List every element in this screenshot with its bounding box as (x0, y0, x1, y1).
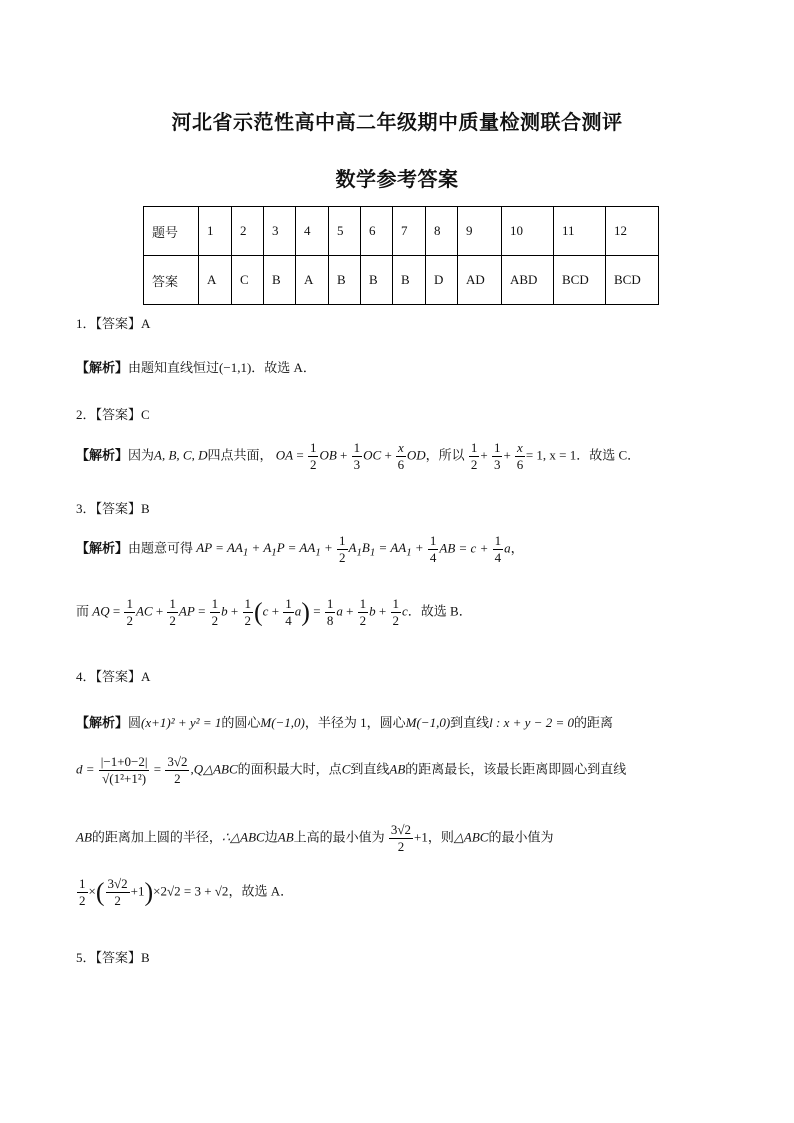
page-subtitle: 数学参考答案 (335, 167, 459, 191)
fraction: $\frac{1}{2}$ (309, 440, 317, 472)
explanation-text: 到直线 (350, 761, 390, 777)
math-vector: OB (319, 447, 337, 463)
math-expression: AB (76, 829, 92, 845)
table-cell: 12 (606, 207, 659, 256)
answer-label: 3．【答案】 (76, 501, 142, 516)
math-vector: $A_1B_1 = AA_1$ + (348, 540, 424, 560)
math-expression: △ABC (453, 829, 489, 845)
points-list: A, B, C, D (154, 447, 208, 463)
math-vector: a (294, 603, 302, 619)
explanation-text: 四点共面， (207, 447, 273, 463)
fraction: $\frac{1}{2}$ (339, 533, 346, 565)
explanation-q4-line1 (76, 712, 613, 731)
explanation-tail: ，故选 A． (228, 883, 294, 899)
answer-label: 5．【答案】 (76, 950, 142, 965)
table-cell: 3 (264, 207, 296, 256)
answer-label: 4．【答案】 (76, 669, 142, 684)
explanation-text: 的距离加上圆的半径， (91, 829, 222, 845)
fraction: $\frac{1}{2}$ (169, 596, 176, 628)
explanation-q3-line2: 而 AQ = $\frac{1}{2}$ AC + $\frac{1}{2}$ AP = $\frac{1}{2}$ b + $\frac{1}{2}$ (c + $\frac{1}{4}$ a) = $\frac{1}{8}$ a + $\frac{1}{2}$ b + $\frac{1}{2}$ c．故选 B． (76, 596, 472, 628)
explanation-text: 因为 (128, 447, 155, 463)
fraction: $\frac{1}{3}$ (353, 440, 361, 472)
table-cell: A (296, 256, 329, 305)
fraction: $\frac{1}{2}$ (392, 596, 399, 628)
answer-value: A (141, 316, 151, 331)
explanation-text: 的面积最大时，点 (237, 761, 342, 777)
explanation-label: 【解析】 (76, 715, 129, 730)
explanation-text: ，半径为 1，圆心 (304, 715, 406, 730)
answer-line-q2 (76, 404, 150, 423)
math-paren: ( (95, 877, 105, 907)
math-expression: C (341, 761, 351, 777)
fraction: $\frac{|-1+0-2|}{\text{√(1²+1²)}}$ (100, 754, 148, 786)
explanation-label: 【解析】 (76, 540, 129, 556)
fraction: $\frac{1}{3}$ (493, 440, 501, 472)
math-expression: ,Q△ABC (190, 761, 238, 777)
explanation-q4-line3: AB的距离加上圆的半径，∴△ABC边AB上高的最小值为 $\frac{3√2}{2}$ +1，则△ABC的最小值为 (76, 822, 554, 854)
explanation-q1 (76, 357, 316, 376)
explanation-q3-line1: 【解析】由题意可得 AP = $AA_1 + A_1P = AA_1$ + $\frac{1}{2}$ $A_1B_1 = AA_1$ + $\frac{1}{4}$ AB = c + $\frac{1}{4}$ a， (76, 533, 524, 565)
math-vector: a (336, 603, 343, 619)
math-vector: AP = $AA_1 + A_1P = AA_1$ + (196, 540, 333, 560)
explanation-text: 由题意可得 (128, 540, 194, 556)
math-expression: M(−1,0) (405, 715, 451, 730)
fraction: $\frac{1}{2}$ (126, 596, 133, 628)
explanation-text: ，则 (427, 829, 454, 845)
fraction: $\frac{x}{6}$ (516, 440, 524, 472)
fraction: $\frac{3√2}{2}$ (390, 822, 412, 854)
math-expression: d = (76, 761, 95, 777)
explanation-q4-line4: $\frac{1}{2}$ ×( $\frac{3√2}{2}$ +1)×2√2 = 3 + √2，故选 A． (79, 876, 294, 908)
table-cell: D (426, 256, 458, 305)
explanation-text: 的最小值为 (488, 829, 554, 845)
math-vector: OA (275, 447, 294, 463)
math-vector: OC (363, 447, 382, 463)
page-title: 河北省示范性高中高二年级期中质量检测联合测评 (171, 110, 623, 134)
explanation-tail: ．故选 B． (407, 603, 472, 619)
math-vector: c (402, 603, 408, 619)
table-cell: BCD (606, 256, 659, 305)
explanation-q4-line2: d = $\frac{|-1+0-2|}{\text{√(1²+1²)}}$ = $\frac{3√2}{2}$ ,Q△ABC的面积最大时，点C到直线AB的距离最长，该最长距离即圆心到直线 (76, 754, 627, 786)
table-cell: ABD (502, 256, 554, 305)
math-paren: ( (254, 597, 263, 627)
answer-value: A (141, 669, 151, 684)
explanation-text: 的距离 (573, 715, 613, 730)
math-vector: AP (178, 603, 195, 619)
explanation-text: 上高的最小值为 (293, 829, 385, 845)
math-vector: AB = c + (439, 540, 489, 556)
math-paren: ) (301, 597, 310, 627)
answer-value: B (141, 501, 150, 516)
fraction: $\frac{1}{2}$ (244, 596, 251, 628)
table-row-numbers (144, 207, 659, 256)
answer-value: C (141, 407, 150, 422)
explanation-text: 由题知直线恒过 (128, 360, 220, 375)
table-cell: 2 (232, 207, 264, 256)
math-vector: AQ (92, 603, 110, 619)
explanation-text: 到直线 (450, 715, 490, 730)
math-expression: (x+1)² + y² = 1 (141, 715, 222, 730)
answer-line-q4 (76, 666, 150, 685)
fraction: $\frac{1}{4}$ (429, 533, 437, 565)
fraction: $\frac{1}{2}$ (211, 596, 219, 628)
fraction: $\frac{1}{8}$ (326, 596, 334, 628)
point-expression: (−1,1) (219, 360, 252, 375)
table-cell: AD (458, 256, 502, 305)
table-cell: B (393, 256, 426, 305)
explanation-text: ，所以 (425, 447, 465, 463)
explanation-text: 的圆心 (221, 715, 261, 730)
explanation-tail: = 1, x = 1．故选 C． (525, 447, 641, 463)
table-cell: B (329, 256, 361, 305)
explanation-text: 边 (264, 829, 278, 845)
explanation-q2: 【解析】因为A, B, C, D四点共面， OA = $\frac{1}{2}$ OB + $\frac{1}{3}$ OC + $\frac{x}{6}$ OD，所以 $\frac{1}{2}$ + $\frac{1}{3}$ + $\frac{x}{6}$ = 1, x = 1．故选 C． (76, 440, 641, 472)
math-expression: AB (277, 829, 294, 845)
fraction: $\frac{1}{2}$ (359, 596, 367, 628)
math-vector: a (504, 540, 511, 556)
fraction: $\frac{x}{6}$ (397, 440, 405, 472)
table-cell: 8 (426, 207, 458, 256)
fraction: $\frac{1}{4}$ (285, 596, 292, 628)
explanation-label: 【解析】 (76, 447, 129, 463)
math-paren: ) (144, 877, 154, 907)
fraction: $\frac{1}{2}$ (470, 440, 478, 472)
math-expression: ∴△ABC (221, 829, 265, 845)
table-cell: C (232, 256, 264, 305)
explanation-text: 圆 (128, 715, 142, 730)
table-cell: 4 (296, 207, 329, 256)
math-vector: c (262, 603, 269, 619)
fraction: $\frac{1}{2}$ (79, 876, 86, 908)
math-vector: b (369, 603, 376, 619)
math-vector: b (221, 603, 228, 619)
math-vector: OD (406, 447, 426, 463)
table-cell: A (199, 256, 232, 305)
table-cell: 5 (329, 207, 361, 256)
explanation-label: 【解析】 (76, 360, 129, 375)
math-expression: l : x + y − 2 = 0 (489, 715, 574, 730)
table-cell: 11 (554, 207, 606, 256)
explanation-text: 而 (76, 603, 90, 619)
table-cell: 1 (199, 207, 232, 256)
table-row-answers (144, 256, 659, 305)
answer-line-q5 (76, 947, 150, 966)
math-expression: M(−1,0) (260, 715, 305, 730)
fraction: $\frac{1}{4}$ (494, 533, 502, 565)
explanation-text: 的距离最长，该最长距离即圆心到直线 (405, 761, 627, 777)
math-expression: AB (389, 761, 406, 777)
answer-value: B (141, 950, 150, 965)
table-cell: 7 (393, 207, 426, 256)
answer-label: 2．【答案】 (76, 407, 142, 422)
answer-line-q3 (76, 498, 150, 517)
answer-table (143, 206, 659, 305)
table-cell: 9 (458, 207, 502, 256)
table-cell: 6 (361, 207, 393, 256)
table-cell: 答案 (144, 256, 199, 305)
table-cell: BCD (554, 256, 606, 305)
math-vector: AC (135, 603, 153, 619)
fraction: $\frac{3√2}{2}$ (107, 876, 128, 908)
table-cell: 题号 (144, 207, 199, 256)
answer-label: 1．【答案】 (76, 316, 142, 331)
table-cell: B (361, 256, 393, 305)
answer-line-q1 (76, 313, 150, 332)
explanation-tail: ．故选 A． (251, 360, 316, 375)
table-cell: B (264, 256, 296, 305)
table-cell: 10 (502, 207, 554, 256)
fraction: $\frac{3√2}{2}$ (167, 754, 188, 786)
